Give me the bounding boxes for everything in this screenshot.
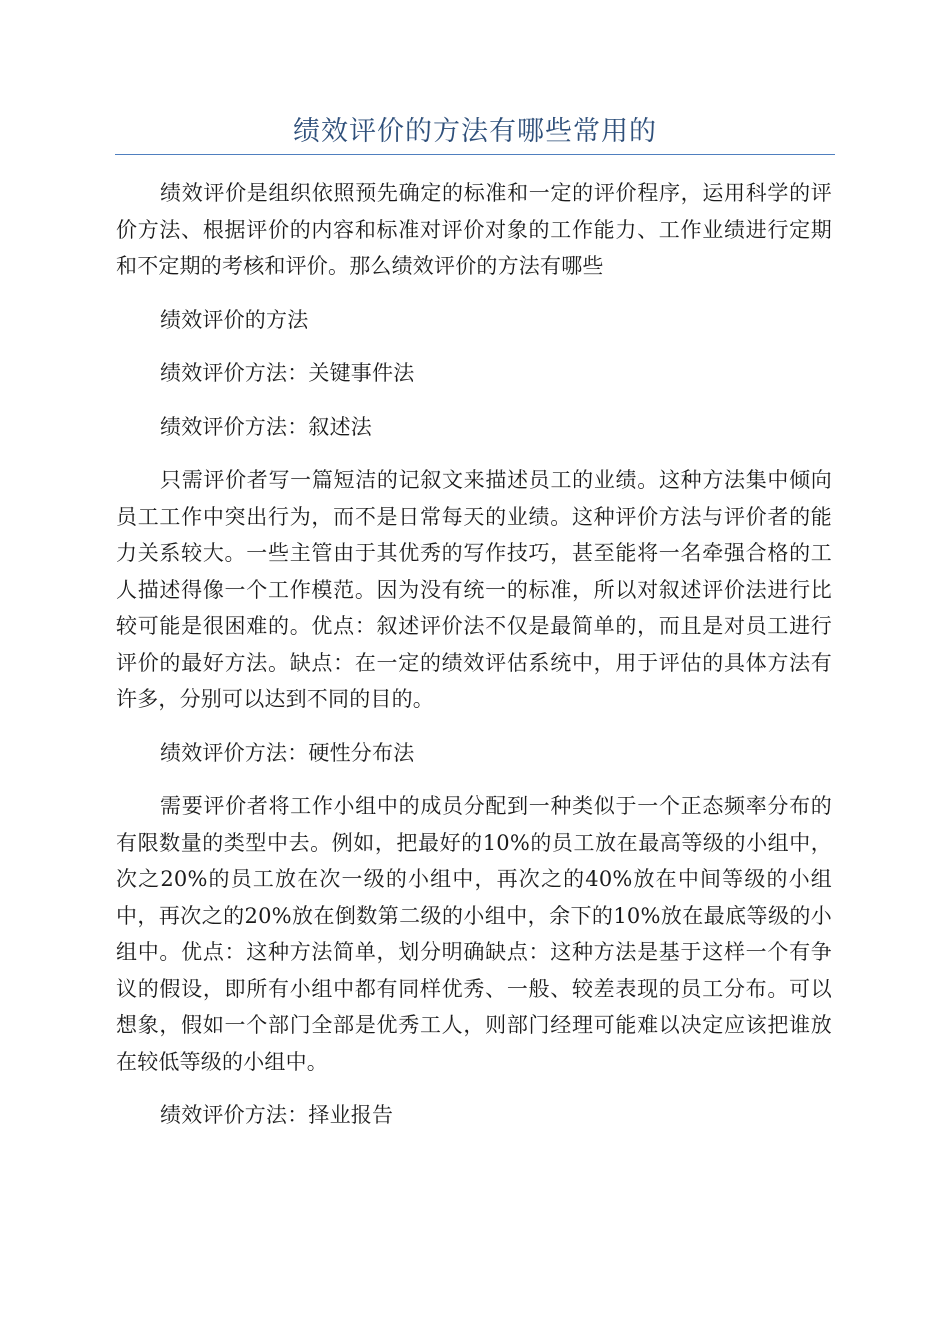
narrative-method-paragraph: 只需评价者写一篇短洁的记叙文来描述员工的业绩。这种方法集中倾向员工工作中突出行为，而不是日常每天的业绩。这种评价方法与评价者的能力关系较大。一些主管由于其优秀的写作技巧，甚至能将一名牵强合格的工人描述得像一个工作模范。因为没有统一的标准，所以对叙述评价法进行比较可能是很困难的。优点：叙述评价法不仅是最简单的，而且是对员工进行评价的最好方法。缺点：在一定的绩效评估系统中，用于评估的具体方法有许多，分别可以达到不同的目的。 bbox=[116, 468, 832, 711]
title-underline bbox=[115, 154, 835, 155]
method-heading-career-report: 绩效评价方法：择业报告 bbox=[160, 1103, 394, 1127]
document-title: 绩效评价的方法有哪些常用的 bbox=[293, 116, 657, 147]
method-heading-critical-incident: 绩效评价方法：关键事件法 bbox=[160, 361, 415, 385]
document-body bbox=[116, 175, 832, 1134]
method-heading-forced-distribution: 绩效评价方法：硬性分布法 bbox=[160, 740, 415, 765]
section-heading-methods: 绩效评价的方法 bbox=[160, 307, 309, 332]
method-heading-narrative: 绩效评价方法：叙述法 bbox=[160, 414, 372, 439]
intro-paragraph: 绩效评价是组织依照预先确定的标准和一定的评价程序，运用科学的评价方法、根据评价的内容和标准对评价对象的工作能力、工作业绩进行定期和不定期的考核和评价。那么绩效评价的方法有哪些 bbox=[116, 181, 832, 278]
forced-distribution-paragraph: 需要评价者将工作小组中的成员分配到一种类似于一个正态频率分布的有限数量的类型中去。例如，把最好的10%的员工放在最高等级的小组中，次之20%的员工放在次一级的小组中，再次之的40%放在中间等级的小组中，再次之的20%放在倒数第二级的小组中，余下的10%放在最底等级的小组中。优点：这种方法简单，划分明确缺点：这种方法是基于这样一个有争议的假设，即所有小组中都有同样优秀、一般、较差表现的员工分布。可以想象，假如一个部门全部是优秀工人，则部门经理可能难以决定应该把谁放在较低等级的小组中。 bbox=[116, 794, 832, 1074]
